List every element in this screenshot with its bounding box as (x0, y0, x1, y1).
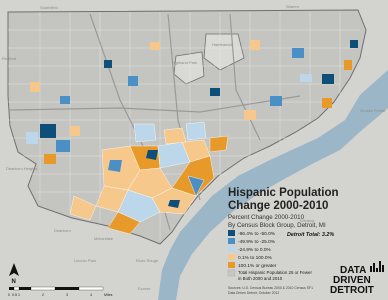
scale-tick: 0 (8, 293, 10, 297)
legend-na-line1: Total Hispanic Population 25 or Fewer (238, 270, 312, 275)
legend-label: -49.9% to -25.0% (238, 240, 276, 245)
legend-label: 100.1% or greater (238, 264, 277, 269)
place-label: Redford (2, 56, 17, 61)
place-label: Dearborn (54, 228, 71, 233)
legend-swatch (228, 246, 235, 252)
place-label: Hamtramck (212, 42, 233, 47)
detroit-total: Detroit Total: 3.2% (287, 232, 335, 238)
logo-line3: DETROIT (330, 285, 374, 296)
place-label: Southfield (40, 5, 58, 10)
place-label: Windsor (300, 218, 315, 223)
map-title-line1: Hispanic Population (228, 187, 339, 199)
legend-label: 0.1% to 100.0% (238, 256, 272, 261)
place-label: Grosse Pointe (360, 108, 386, 113)
north-label: N (11, 279, 16, 285)
place-label: Highland Park (172, 60, 198, 65)
place-label: River Rouge (136, 258, 159, 263)
scale-tick: 0.5 (12, 293, 17, 297)
logo-line1: DATA (340, 265, 367, 276)
place-label: Lincoln Park (74, 258, 97, 263)
scale-tick: 3 (66, 293, 68, 297)
place-label: Melvindale (94, 236, 114, 241)
place-label: Dearborn Heights (6, 166, 38, 171)
scale-unit: Miles (104, 293, 113, 297)
legend-na-line2: in Both 2000 and 2010 (238, 276, 283, 281)
legend-label: -24.9% to 0.0% (238, 248, 271, 253)
legend-swatch (228, 238, 235, 244)
scale-tick: 1 (18, 293, 20, 297)
map-title-line2: Change 2000-2010 (228, 200, 329, 212)
legend-swatch-na (228, 270, 235, 276)
legend-swatch (228, 230, 235, 236)
source-line1: Sources: U.S. Census Bureau 2000 & 2010 Census SF1 (228, 286, 314, 290)
legend-swatch (228, 254, 235, 260)
logo-line2: DRIVEN (333, 275, 371, 286)
legend-label: -96.4% to -50.0% (238, 232, 276, 237)
place-label: Warren (286, 4, 299, 9)
map-subtitle-line2: By Census Block Group, Detroit, MI (228, 222, 326, 229)
scale-tick: 4 (90, 293, 92, 297)
legend-swatch (228, 262, 235, 268)
map-subtitle-line1: Percent Change 2000-2010 (228, 214, 305, 221)
scale-tick: 2 (42, 293, 44, 297)
source-line2: Data Driven Detroit, October 2012 (228, 291, 280, 295)
place-label: Ecorse (138, 286, 151, 291)
